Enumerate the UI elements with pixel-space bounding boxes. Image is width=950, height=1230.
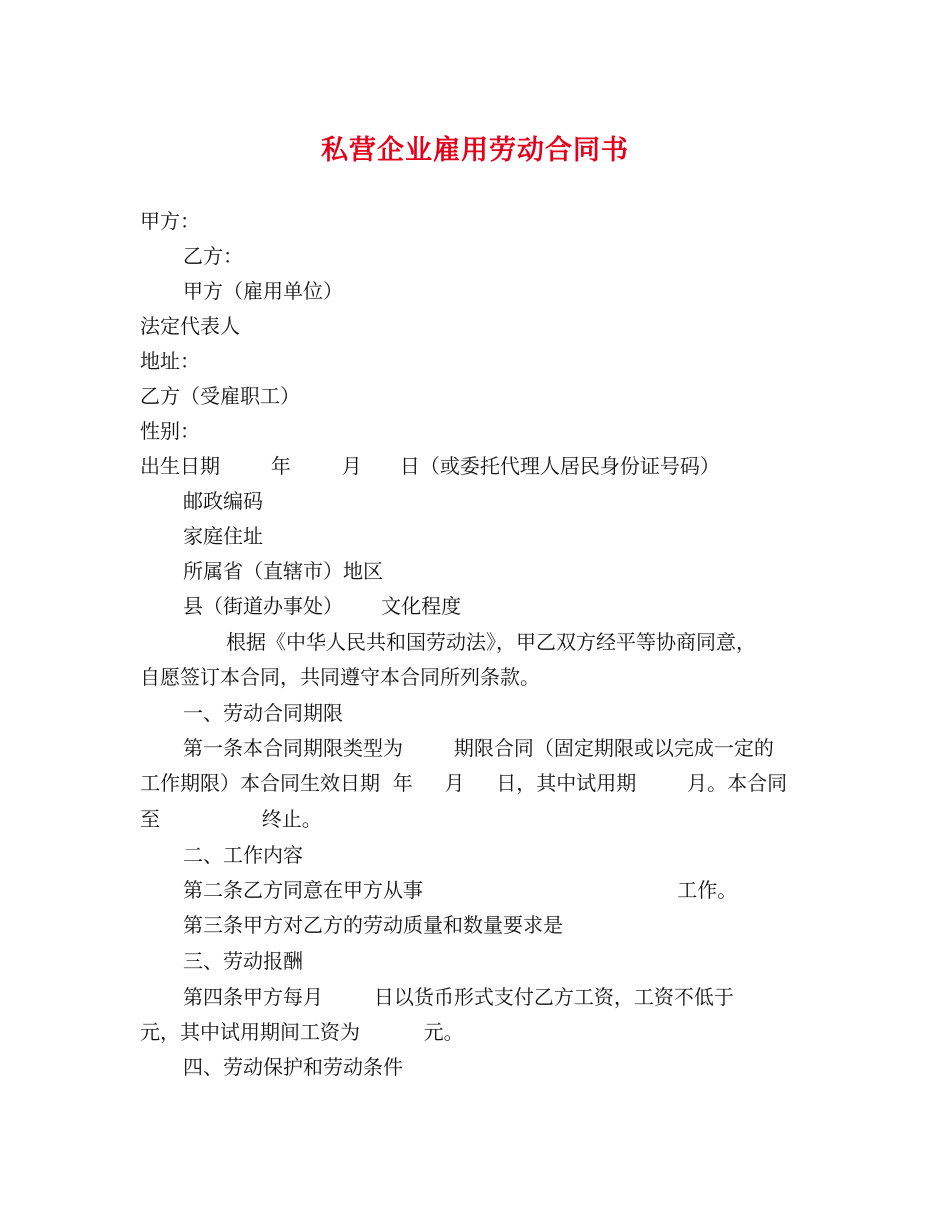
article-3-line: 第三条甲方对乙方的劳动质量和数量要求是 [183,913,563,937]
article-4-line-1: 第四条甲方每月 日以货币形式支付乙方工资，工资不低于 [183,985,734,1009]
party-b-line: 乙方： [183,244,243,268]
preamble-line-1: 根据《中华人民共和国劳动法》，甲乙双方经平等协商同意， [226,630,756,654]
section-4-heading: 四、劳动保护和劳动条件 [183,1055,403,1079]
article-4-line-2: 元，其中试用期间工资为 元。 [140,1020,464,1044]
county-education-line: 县（街道办事处） 文化程度 [183,594,462,618]
birth-date-line: 出生日期 年 月 日（或委托代理人居民身份证号码） [140,454,720,478]
document-title: 私营企业雇用劳动合同书 [321,135,629,166]
postal-code-line: 邮政编码 [183,489,263,513]
section-1-heading: 一、劳动合同期限 [183,701,343,725]
article-2-line: 第二条乙方同意在甲方从事 工作。 [183,878,738,902]
legal-representative-line: 法定代表人 [140,314,240,338]
gender-line: 性别： [140,419,200,443]
party-a-line: 甲方： [140,209,200,233]
employer-line: 甲方（雇用单位） [183,279,343,303]
article-1-line-3: 至 终止。 [140,807,322,831]
article-1-line-2: 工作期限）本合同生效日期 年 月 日，其中试用期 月。本合同 [140,771,788,795]
section-2-heading: 二、工作内容 [183,843,303,867]
preamble-line-2: 自愿签订本合同，共同遵守本合同所列条款。 [140,665,540,689]
home-address-line: 家庭住址 [183,524,263,548]
section-3-heading: 三、劳动报酬 [183,949,303,973]
article-1-line-1: 第一条本合同期限类型为 期限合同（固定期限或以完成一定的 [183,736,774,760]
province-line: 所属省（直辖市）地区 [183,559,383,583]
employee-line: 乙方（受雇职工） [140,384,300,408]
address-line: 地址： [140,349,200,373]
